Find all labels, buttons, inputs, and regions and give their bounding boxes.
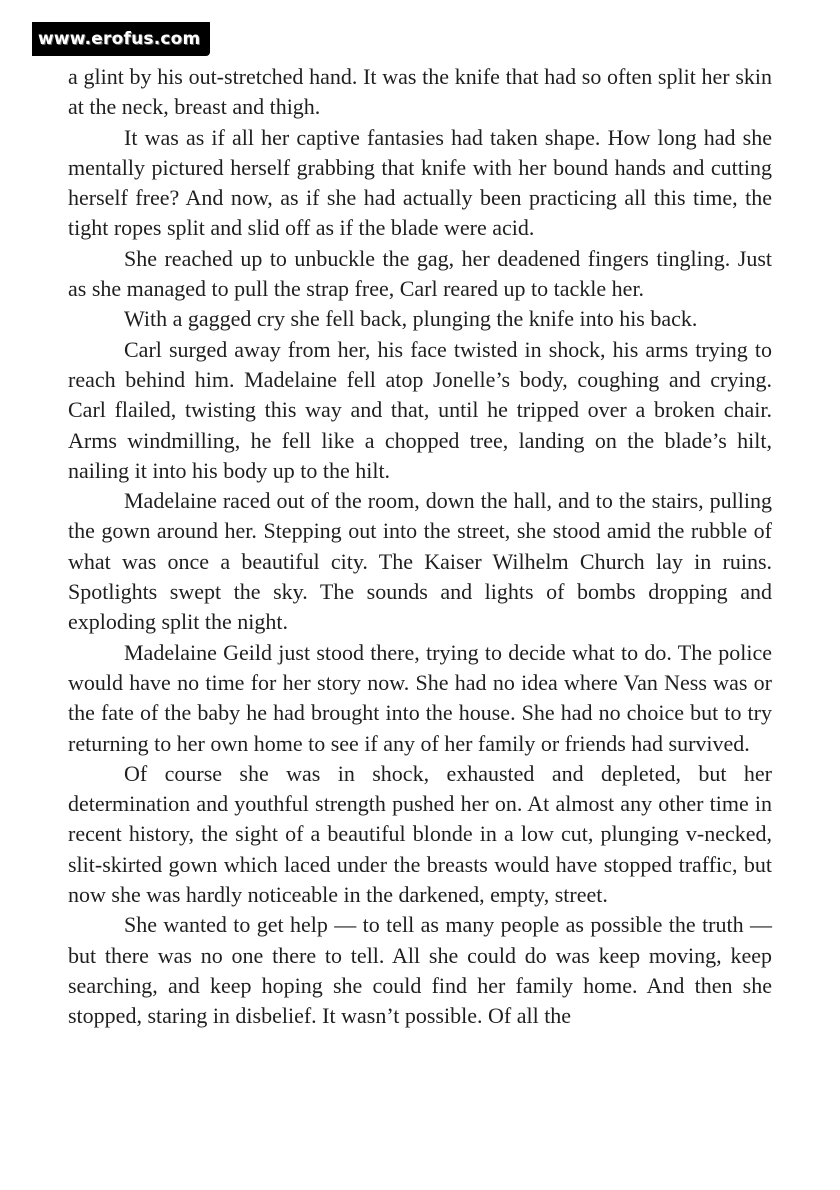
paragraph: She wanted to get help — to tell as many people as possible the truth — but there was no one there to tell. All she could do was keep moving, keep searching, and keep hoping she could find her family home. And then she stopped, staring in disbelief. It wasn’t possible. Of all the <box>68 912 772 1029</box>
paragraph: It was as if all her captive fantasies had taken shape. How long had she mentally pictured herself grabbing that knife with her bound hands and cutting herself free? And now, as if she had actually been practicing all this time, the tight ropes split and slid off as if the blade were acid. <box>68 124 772 241</box>
paragraph: a glint by his out-stretched hand. It was the knife that had so often split her skin at the neck, breast and thigh. <box>68 64 772 120</box>
paragraph: Madelaine Geild just stood there, trying to decide what to do. The police would have no time for her story now. She had no idea where Van Ness was or the fate of the baby he had brought into the house. She had no choice but to try returning to her own home to see if any of her family or friends had survived. <box>68 639 772 756</box>
page-body <box>68 62 772 1032</box>
watermark-text: www.erofus.com <box>38 29 201 49</box>
paragraph: Carl surged away from her, his face twisted in shock, his arms trying to reach behind him. Madelaine fell atop Jonelle’s body, coughing and crying. Carl flailed, twisting this way and that, until he tripped over a broken chair. Arms windmilling, he fell like a chopped tree, landing on the blade’s hilt, nailing it into his body up to the hilt. <box>68 336 772 483</box>
paragraph: Of course she was in shock, exhausted and depleted, but her determination and youthful strength pushed her on. At almost any other time in recent history, the sight of a beautiful blonde in a low cut, plunging v-necked, slit-skirted gown which laced under the breasts would have stopped traffic, but now she was hardly noticeable in the darkened, empty, street. <box>68 760 772 908</box>
watermark-logo <box>32 22 210 56</box>
paragraph: With a gagged cry she fell back, plunging the knife into his back. <box>124 306 698 332</box>
paragraph: Madelaine raced out of the room, down the hall, and to the stairs, pulling the gown around her. Stepping out into the street, she stood amid the rubble of what was once a beautiful city. The Kaiser Wilhelm Church lay in ruins. Spotlights swept the sky. The sounds and lights of bombs dropping and exploding split the night. <box>68 488 772 635</box>
paragraph: She reached up to unbuckle the gag, her deadened fingers tingling. Just as she managed to pull the strap free, Carl reared up to tackle her. <box>68 245 772 302</box>
